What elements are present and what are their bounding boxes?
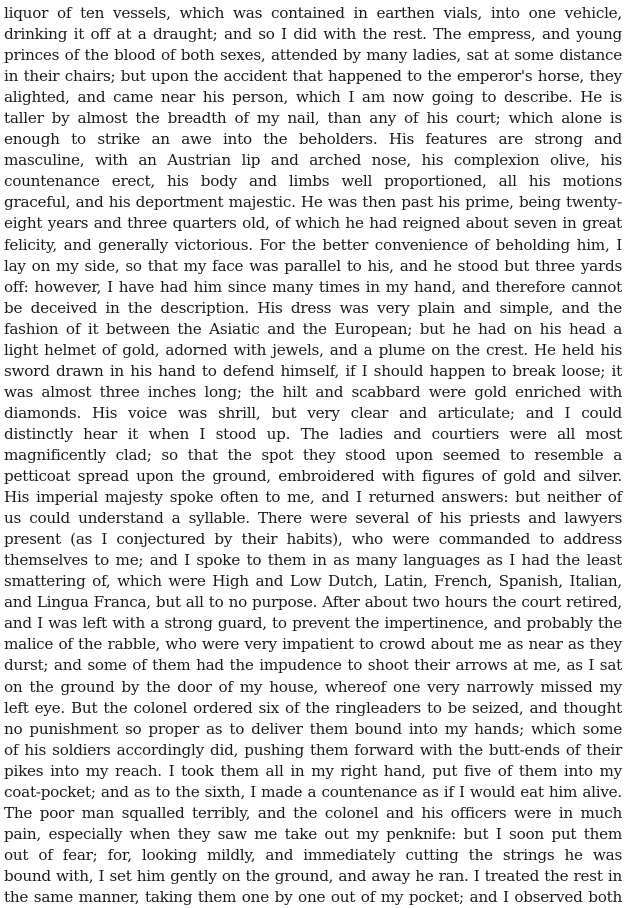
text-line: petticoat spread upon the ground, embroidered with figures of gold and silver.: [4, 467, 622, 486]
text-line: no punishment so proper as to deliver them bound into my hands; which some: [4, 719, 622, 738]
body-text: [4, 3, 622, 908]
text-line: the same manner, taking them one by one out of my pocket; and I observed both: [4, 887, 622, 906]
text-line: countenance erect, his body and limbs well proportioned, all his motions: [4, 172, 622, 191]
text-line: masculine, with an Austrian lip and arched nose, his complexion olive, his: [4, 151, 622, 170]
text-line: His imperial majesty spoke often to me, and I returned answers: but neither of: [4, 488, 622, 507]
text-line: magnificently clad; so that the spot they stood upon seemed to resemble a: [4, 445, 622, 464]
text-line: on the ground by the door of my house, whereof one very narrowly missed my: [4, 677, 622, 696]
text-line: pain, especially when they saw me take out my penknife: but I soon put them: [4, 824, 622, 843]
text-line: of his soldiers accordingly did, pushing them forward with the butt-ends of their: [4, 740, 622, 759]
text-line: felicity, and generally victorious. For the better convenience of beholding him, I: [4, 235, 622, 254]
document-page: [4, 3, 622, 908]
text-line: bound with, I set him gently on the ground, and away he ran. I treated the rest in: [4, 866, 622, 885]
text-line: lay on my side, so that my face was parallel to his, and he stood but three yards: [4, 256, 622, 275]
text-line: light helmet of gold, adorned with jewels, and a plume on the crest. He held his: [4, 340, 622, 359]
text-line: in their chairs; but upon the accident that happened to the emperor's horse, they: [4, 67, 622, 86]
text-line: taller by almost the breadth of my nail, than any of his court; which alone is: [4, 109, 622, 128]
text-line: smattering of, which were High and Low Dutch, Latin, French, Spanish, Italian,: [4, 572, 622, 591]
text-line: liquor of ten vessels, which was contained in earthen vials, into one vehicle,: [4, 4, 622, 22]
text-line: fashion of it between the Asiatic and the European; but he had on his head a: [4, 319, 622, 338]
text-line: graceful, and his deportment majestic. He was then past his prime, being twenty-: [4, 193, 622, 212]
text-line: The poor man squalled terribly, and the colonel and his officers were in much: [4, 803, 622, 822]
text-line: pikes into my reach. I took them all in my right hand, put five of them into my: [4, 761, 622, 780]
text-line: princes of the blood of both sexes, attended by many ladies, sat at some distance: [4, 46, 622, 65]
text-line: was almost three inches long; the hilt and scabbard were gold enriched with: [4, 382, 622, 401]
text-line: left eye. But the colonel ordered six of the ringleaders to be seized, and thought: [4, 698, 622, 717]
text-line: us could understand a syllable. There were several of his priests and lawyers: [4, 509, 622, 528]
text-line: sword drawn in his hand to defend himself, if I should happen to break loose; it: [4, 361, 622, 380]
text-line: durst; and some of them had the impudence to shoot their arrows at me, as I sat: [4, 656, 622, 675]
text-line: diamonds. His voice was shrill, but very clear and articulate; and I could: [4, 403, 622, 422]
text-line: and I was left with a strong guard, to prevent the impertinence, and probably the: [4, 614, 622, 633]
text-line: eight years and three quarters old, of which he had reigned about seven in great: [4, 214, 622, 233]
text-line: off: however, I have had him since many times in my hand, and therefore cannot: [4, 277, 622, 296]
text-line: be deceived in the description. His dress was very plain and simple, and the: [4, 298, 622, 317]
text-line: present (as I conjectured by their habits), who were commanded to address: [4, 530, 622, 549]
text-line: malice of the rabble, who were very impatient to crowd about me as near as they: [4, 635, 622, 654]
text-line: and Lingua Franca, but all to no purpose. After about two hours the court retired,: [4, 593, 622, 612]
text-line: drinking it off at a draught; and so I did with the rest. The empress, and young: [4, 25, 622, 44]
text-line: themselves to me; and I spoke to them in as many languages as I had the least: [4, 551, 622, 570]
text-line: distinctly hear it when I stood up. The ladies and courtiers were all most: [4, 424, 622, 443]
text-line: enough to strike an awe into the beholders. His features are strong and: [4, 130, 622, 149]
text-line: coat-pocket; and as to the sixth, I made a countenance as if I would eat him alive.: [4, 782, 622, 801]
text-line: alighted, and came near his person, which I am now going to describe. He is: [4, 88, 622, 107]
text-line: out of fear; for, looking mildly, and immediately cutting the strings he was: [4, 845, 622, 864]
